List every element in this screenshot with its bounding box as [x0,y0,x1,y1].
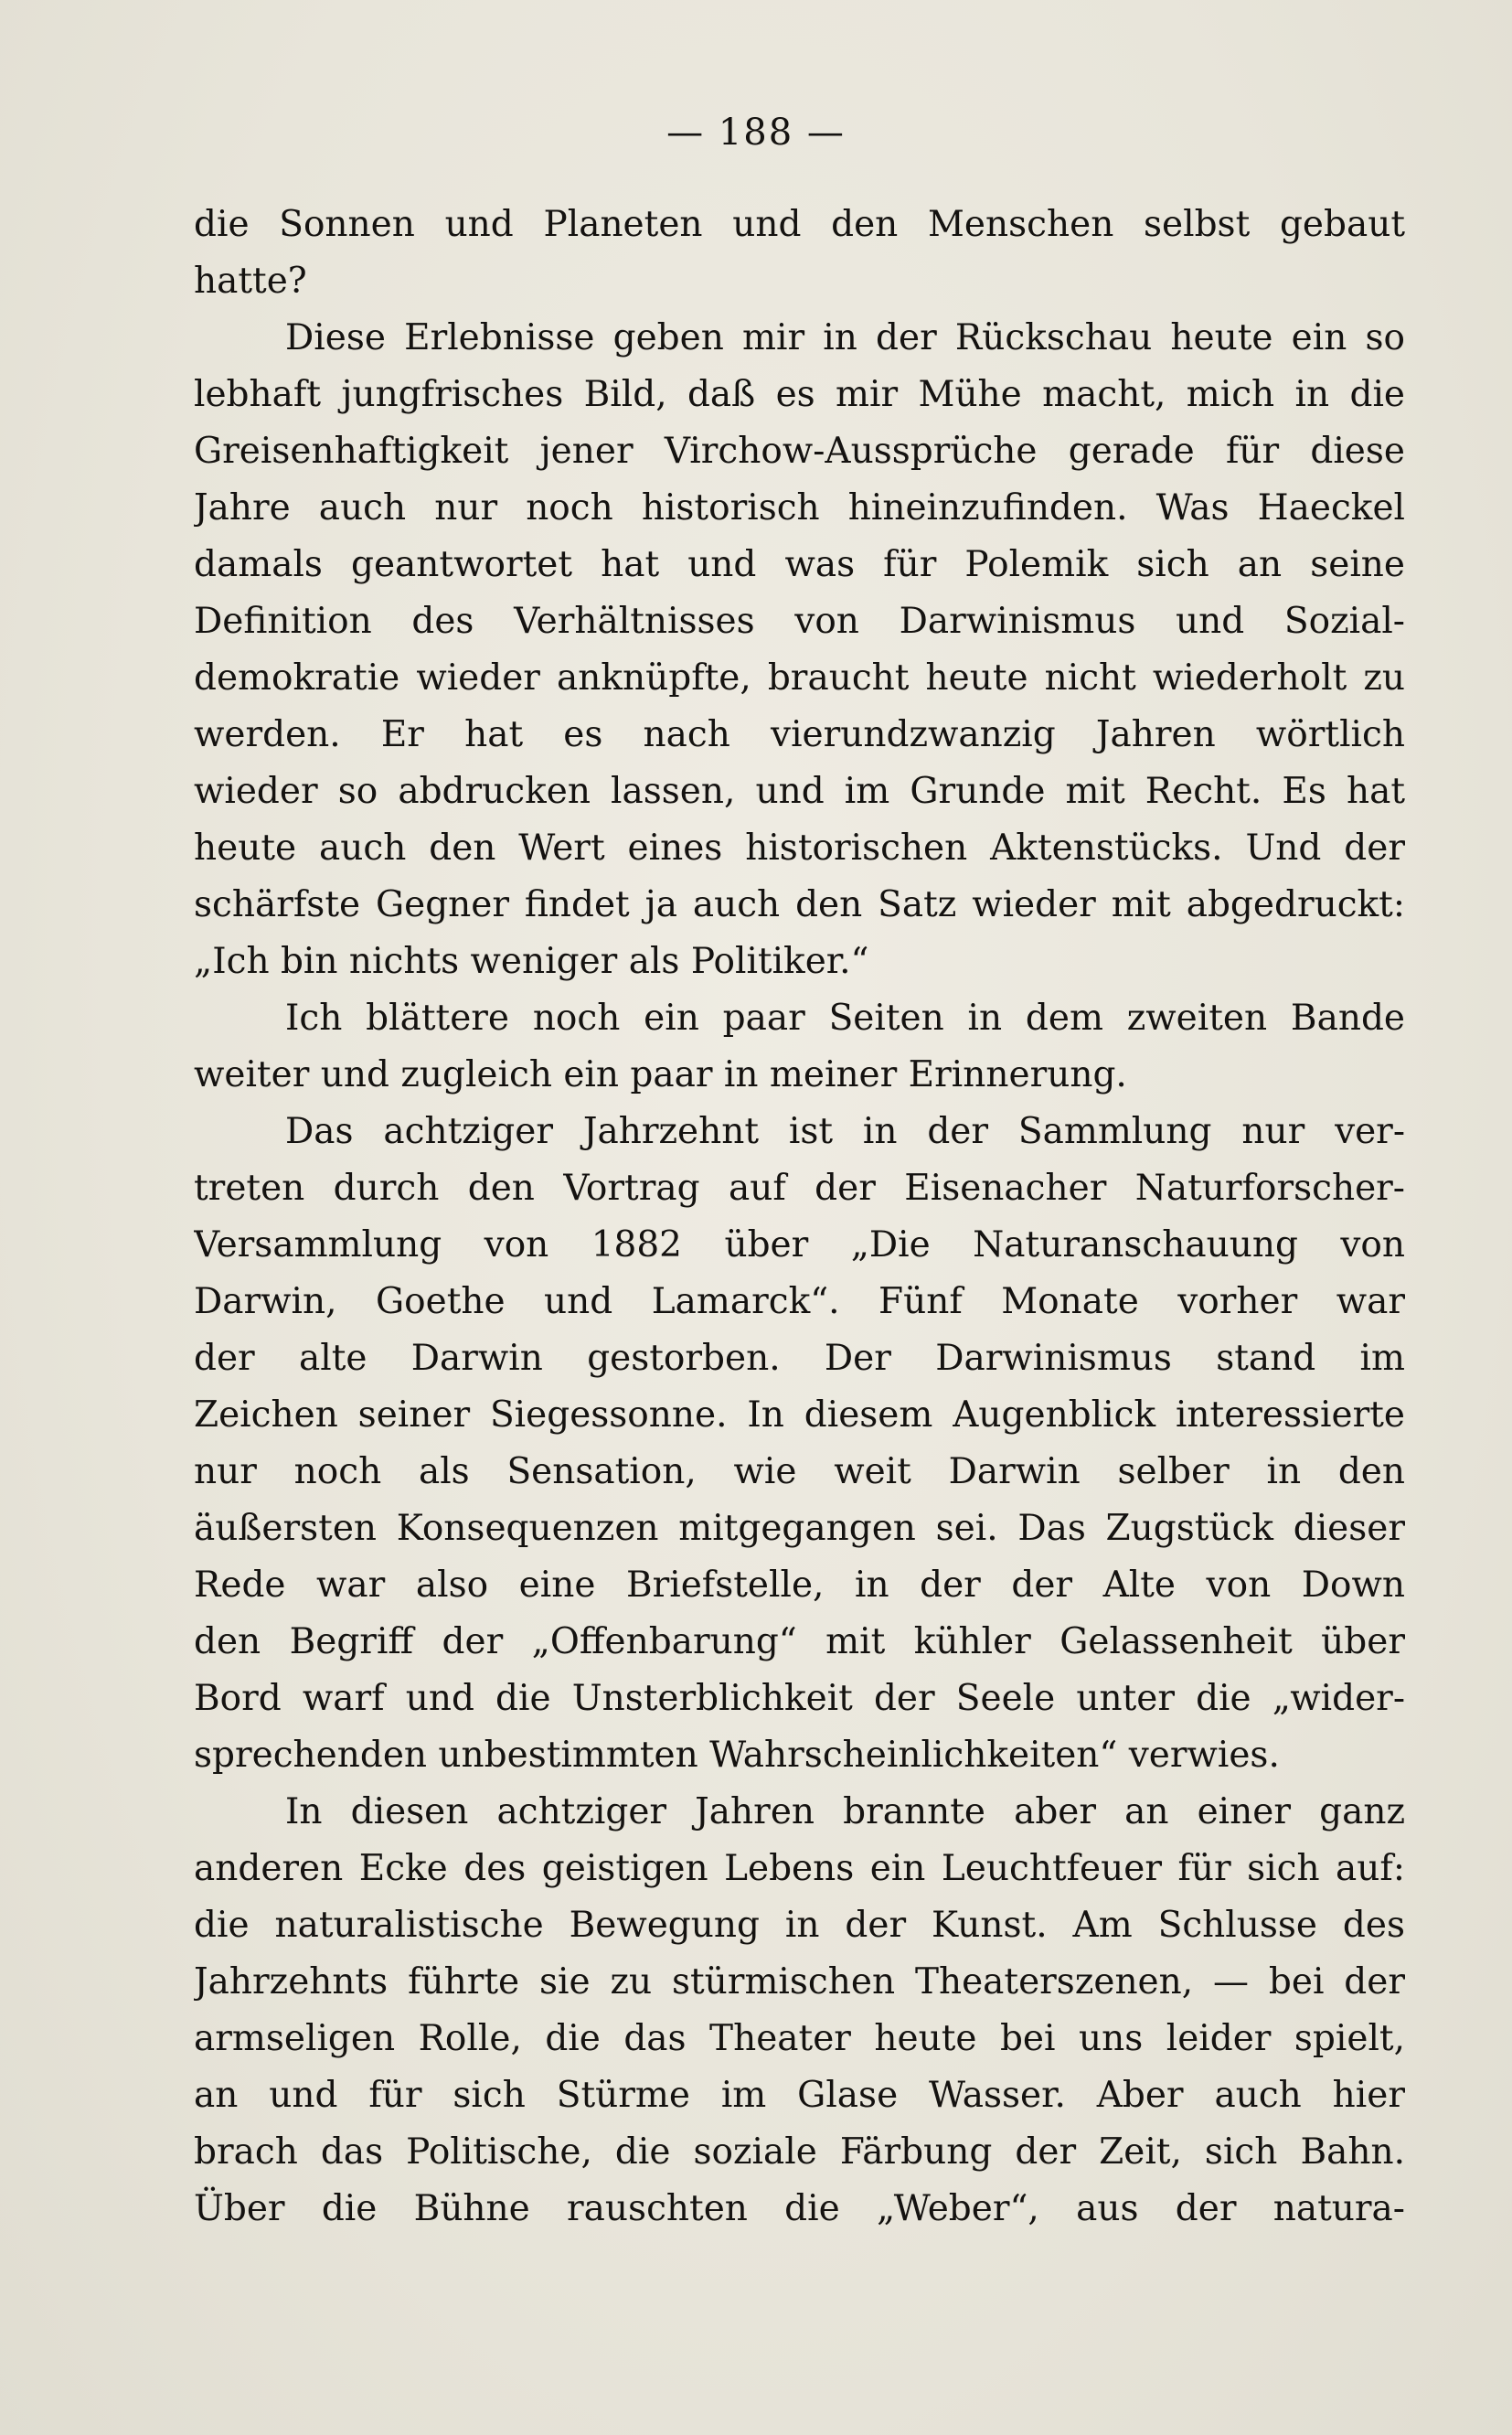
text-line: nur noch als Sensation, wie weit Darwin selber in den [194,1451,1405,1492]
text-line: Über die Bühne rauschten die „Weber“, aus der natura- [194,2188,1405,2229]
text-line: Darwin, Goethe und Lamarck“. Fünf Monate vorher war [194,1281,1405,1322]
text-line: werden. Er hat es nach vierundzwanzig Jahren wörtlich [194,714,1405,755]
text-line: demokratie wieder anknüpfte, braucht heute nicht wiederholt zu [194,657,1405,699]
text-line: In diesen achtziger Jahren brannte aber an einer ganz [285,1791,1405,1832]
text-line: Greisenhaftigkeit jener Virchow-Aussprüche gerade für diese [194,431,1405,472]
text-line: der alte Darwin gestorben. Der Darwinismus stand im [194,1338,1405,1379]
text-line: armseligen Rolle, die das Theater heute bei uns leider spielt, [194,2018,1405,2059]
text-line: damals geantwortet hat und was für Polemik sich an seine [194,544,1405,585]
text-line: brach das Politische, die soziale Färbung der Zeit, sich Bahn. [194,2131,1405,2173]
text-line: „Ich bin nichts weniger als Politiker.“ [194,941,869,982]
page-number: — 188 — [666,112,846,154]
text-line: treten durch den Vortrag auf der Eisenacher Naturforscher- [194,1168,1405,1209]
text-line: Jahre auch nur noch historisch hineinzufinden. Was Haeckel [194,487,1405,529]
body-text [194,197,1405,2237]
text-line: wieder so abdrucken lassen, und im Grunde mit Recht. Es hat [194,771,1405,812]
text-line: lebhaft jungfrisches Bild, daß es mir Mühe macht, mich in die [194,374,1405,415]
text-line: Bord warf und die Unsterblichkeit der Seele unter die „wider- [194,1678,1405,1719]
text-line: Diese Erlebnisse geben mir in der Rückschau heute ein so [285,317,1405,358]
text-line: die Sonnen und Planeten und den Menschen selbst gebaut [194,204,1405,245]
text-line: die naturalistische Bewegung in der Kunst. Am Schlusse des [194,1905,1405,1946]
text-line: anderen Ecke des geistigen Lebens ein Leuchtfeuer für sich auf: [194,1848,1405,1889]
text-line: schärfste Gegner findet ja auch den Satz wieder mit abgedruckt: [194,884,1405,925]
text-line: Jahrzehnts führte sie zu stürmischen Theaterszenen, — bei der [194,1961,1405,2002]
text-line: Zeichen seiner Siegessonne. In diesem Augenblick interessierte [194,1394,1405,1436]
text-line: Das achtziger Jahrzehnt ist in der Sammlung nur ver- [285,1111,1405,1152]
text-line: heute auch den Wert eines historischen Aktenstücks. Und der [194,828,1405,869]
text-line: äußersten Konsequenzen mitgegangen sei. Das Zugstück dieser [194,1508,1405,1549]
text-line: Versammlung von 1882 über „Die Naturanschauung von [194,1224,1405,1266]
text-line: an und für sich Stürme im Glase Wasser. Aber auch hier [194,2075,1405,2116]
text-line: Rede war also eine Briefstelle, in der der Alte von Down [194,1565,1405,1606]
text-line: weiter und zugleich ein paar in meiner Erinnerung. [194,1054,1127,1095]
text-line: hatte? [194,261,307,302]
text-line: sprechenden unbestimmten Wahrscheinlichkeiten“ verwies. [194,1735,1280,1776]
text-line: Ich blättere noch ein paar Seiten in dem zweiten Bande [285,998,1405,1039]
text-line: den Begriff der „Offenbarung“ mit kühler Gelassenheit über [194,1621,1405,1662]
text-line: Definition des Verhältnisses von Darwinismus und Sozial- [194,601,1405,642]
